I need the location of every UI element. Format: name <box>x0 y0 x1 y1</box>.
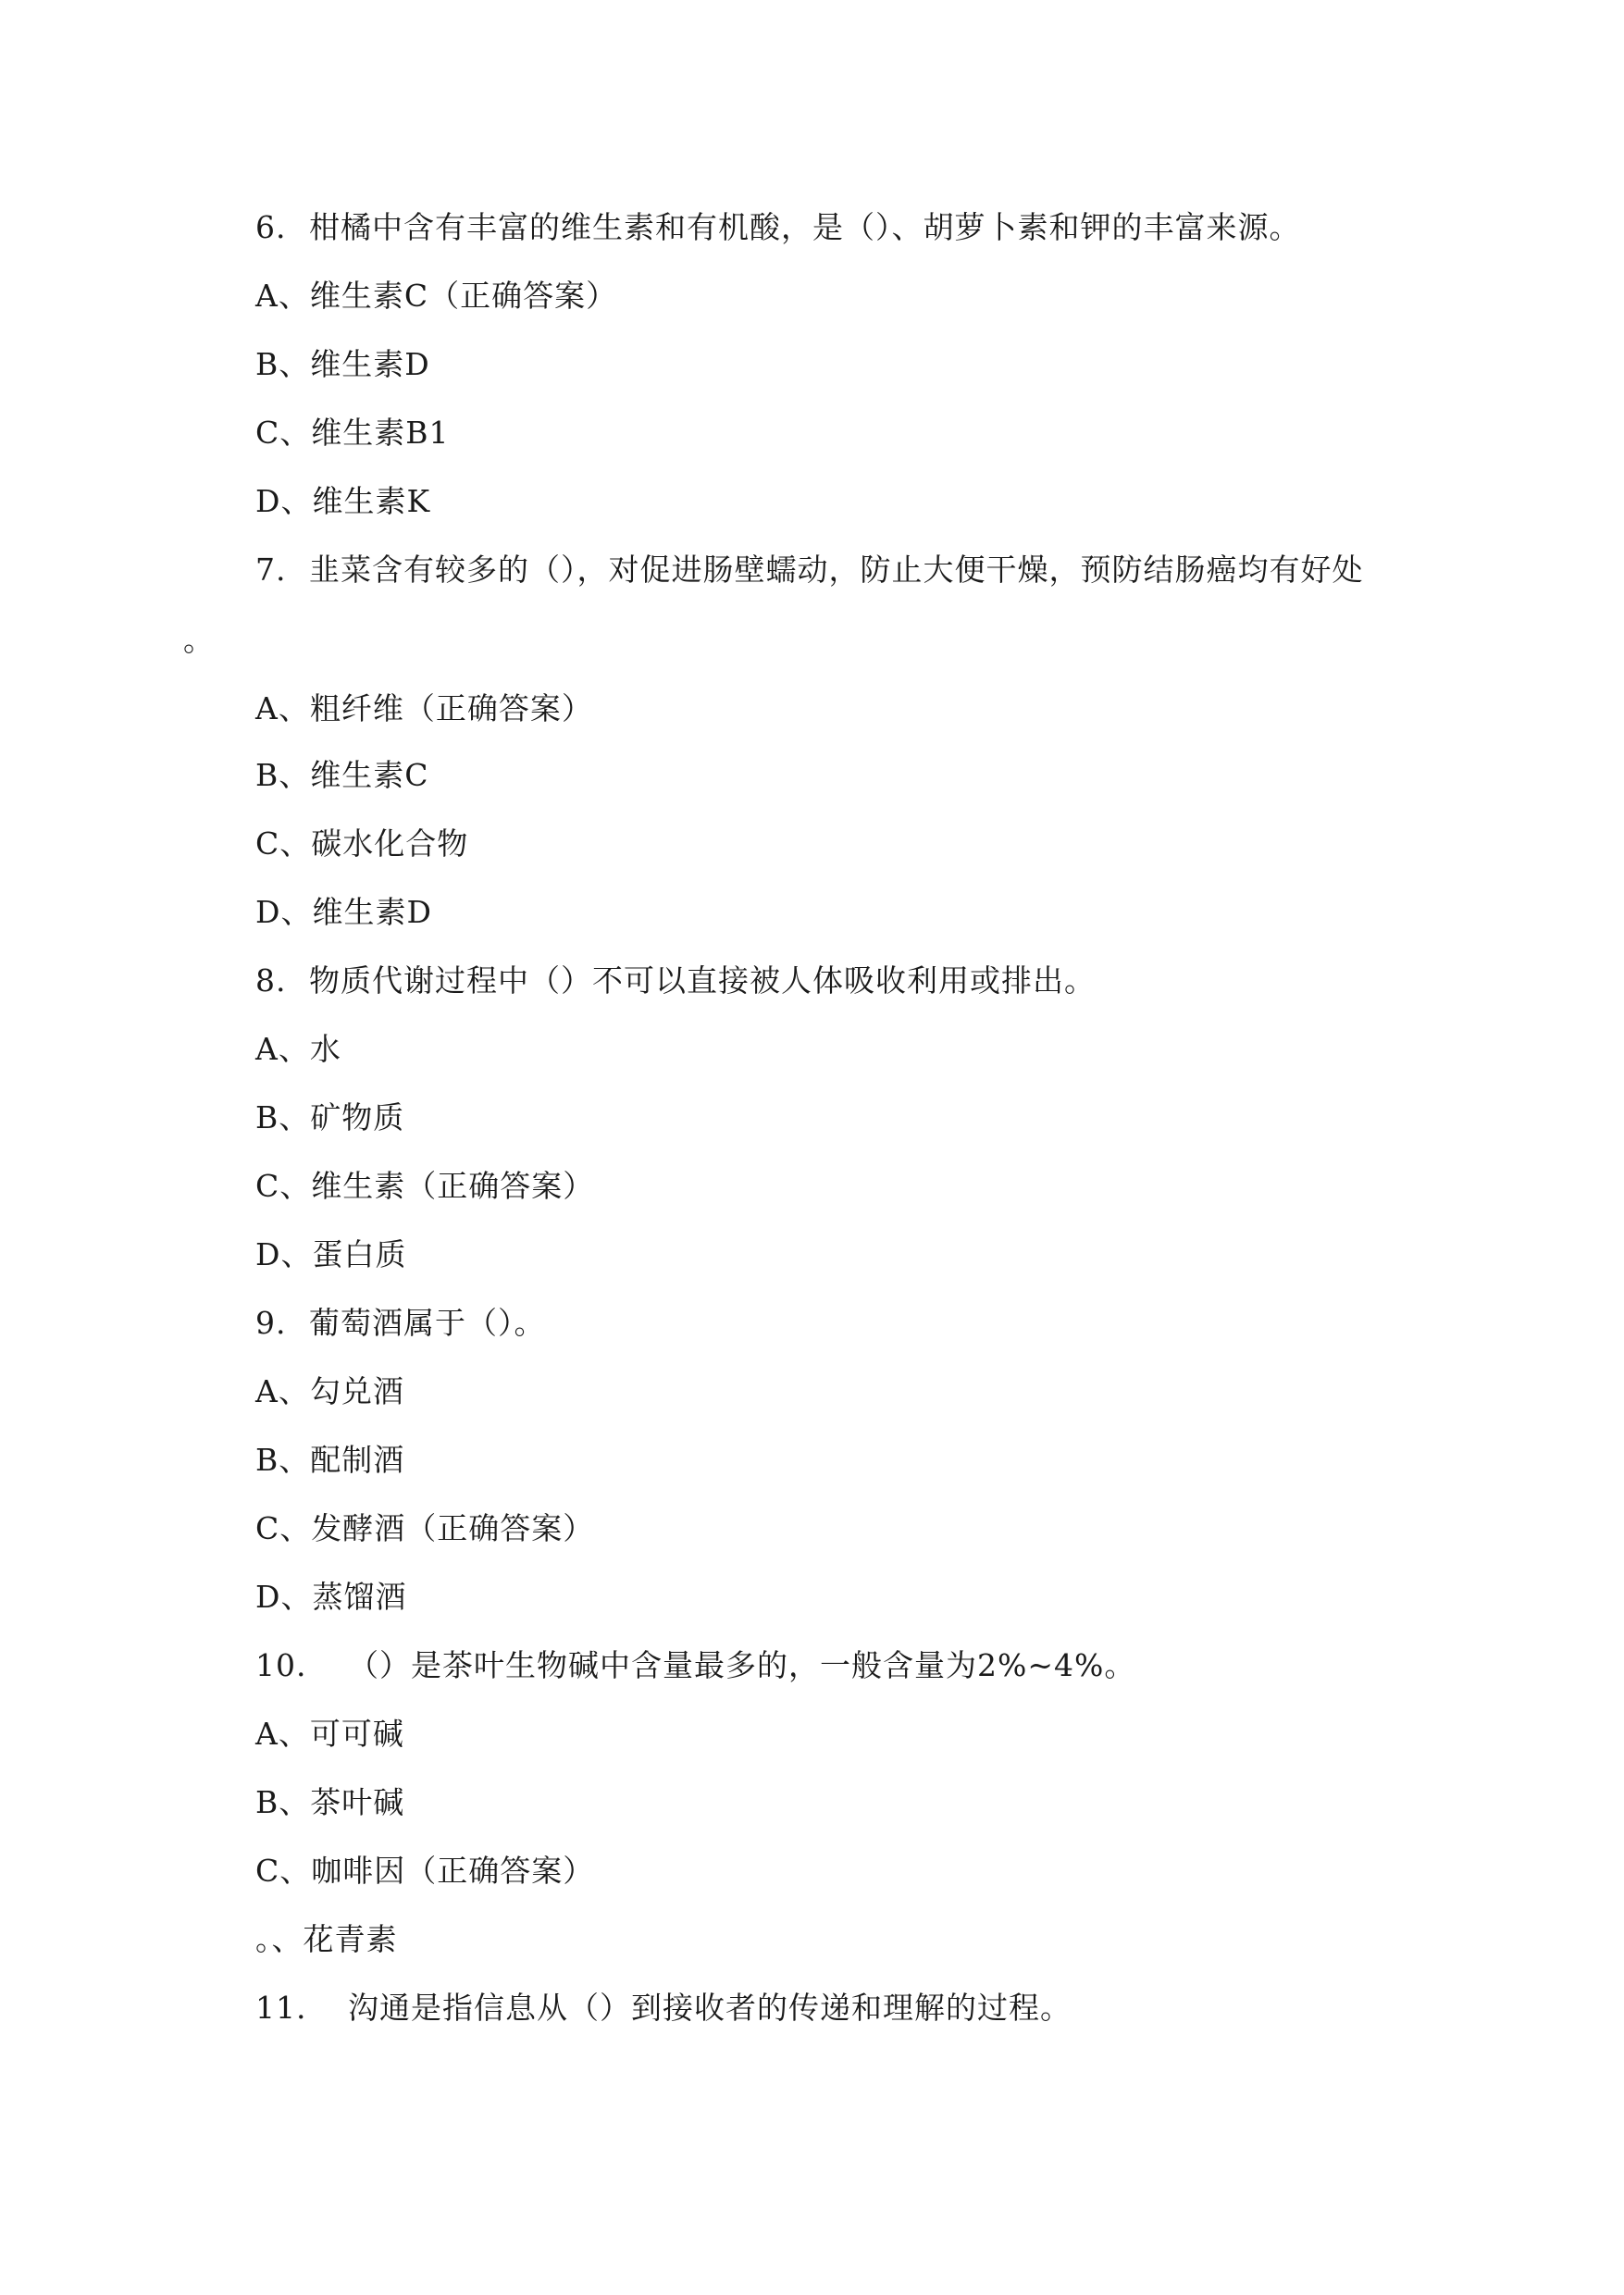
option-7a: A、粗纤维（正确答案） <box>255 690 593 726</box>
option-8d: D、蛋白质 <box>255 1236 407 1272</box>
question-number: 6. <box>255 209 287 245</box>
question-text: 沟通是指信息从（）到接收者的传递和理解的过程。 <box>348 1990 1072 2026</box>
question-text: 葡萄酒属于（）。 <box>309 1305 546 1341</box>
question-text: 柑橘中含有丰富的维生素和有机酸，是（）、胡萝卜素和钾的丰富来源。 <box>309 209 1301 245</box>
option-9b: B、配制酒 <box>255 1442 405 1478</box>
question-number: 11. <box>255 1990 307 2026</box>
option-10a: A、可可碱 <box>255 1716 404 1752</box>
option-8a: A、水 <box>255 1031 341 1067</box>
option-9a: A、勾兑酒 <box>255 1373 404 1409</box>
option-7c: C、碳水化合物 <box>255 825 469 862</box>
option-7b: B、维生素C <box>255 757 429 793</box>
question-9 <box>255 1305 546 1342</box>
option-10b: B、茶叶碱 <box>255 1784 405 1820</box>
option-6a: A、维生素C（正确答案） <box>255 278 618 314</box>
option-9c: C、发酵酒（正确答案） <box>255 1510 595 1546</box>
question-10 <box>255 1647 1135 1684</box>
question-8 <box>255 962 1096 999</box>
option-6c: C、维生素B1 <box>255 415 450 451</box>
option-6b: B、维生素D <box>255 346 430 382</box>
question-7 <box>255 552 1364 589</box>
question-text: （）是茶叶生物碱中含量最多的，一般含量为2%~4%。 <box>348 1647 1136 1683</box>
question-number: 9. <box>255 1305 287 1341</box>
option-8b: B、矿物质 <box>255 1099 405 1135</box>
question-7-continuation: 。 <box>183 622 214 658</box>
question-number: 7. <box>255 552 287 588</box>
question-number: 8. <box>255 962 287 999</box>
option-8c: C、维生素（正确答案） <box>255 1168 595 1204</box>
option-9d: D、蒸馏酒 <box>255 1579 407 1615</box>
question-number: 10. <box>255 1647 307 1683</box>
question-6 <box>255 209 1301 246</box>
question-text: 物质代谢过程中（）不可以直接被人体吸收利用或排出。 <box>309 962 1096 999</box>
option-10d: 。、花青素 <box>255 1921 398 1957</box>
question-text: 韭菜含有较多的（），对促进肠壁蠕动，防止大便干燥，预防结肠癌均有好处 <box>309 552 1364 588</box>
option-7d: D、维生素D <box>255 894 432 930</box>
option-10c: C、咖啡因（正确答案） <box>255 1853 595 1889</box>
question-11 <box>255 1990 1072 2027</box>
option-6d: D、维生素K <box>255 483 431 519</box>
